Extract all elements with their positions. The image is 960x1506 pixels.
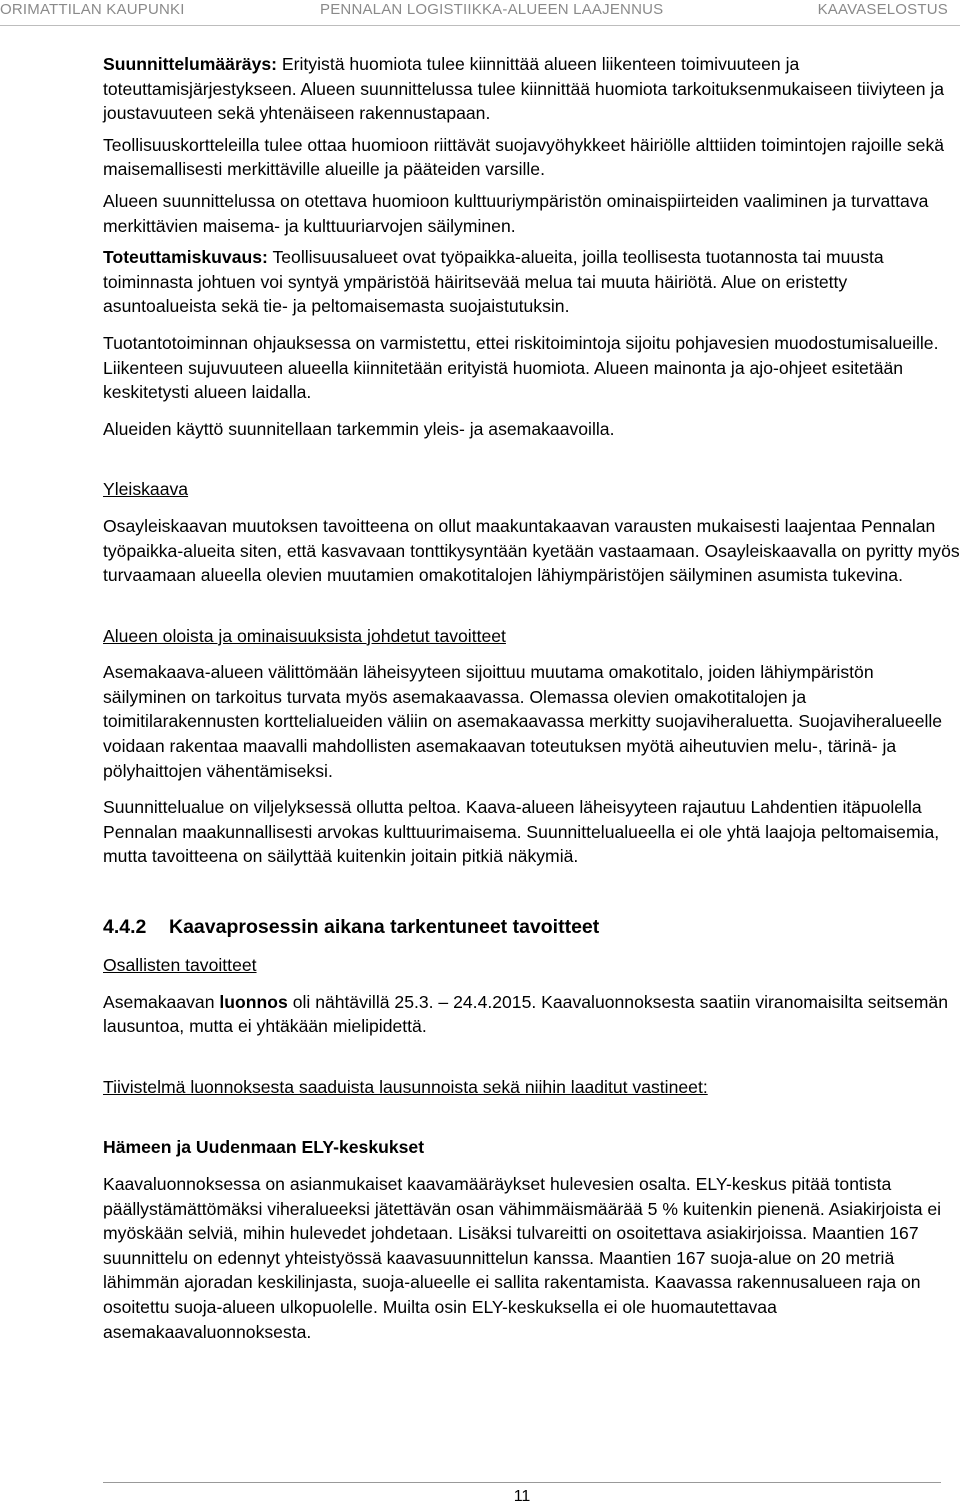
yleiskaava-heading: Yleiskaava bbox=[103, 479, 189, 500]
tuotantotoiminta-paragraph: Tuotantotoiminnan ohjauksessa on varmistettu, ettei riskitoimintoja sijoitu pohjavesien muodostumisalueille. Liikenteen sujuvuuteen alueella kiinnitetään erityistä huomiota. Alueen mainonta ja ajo-ohjeet esitetään keskitetysti alueen laidalla. bbox=[103, 332, 939, 403]
osalliset-paragraph bbox=[103, 990, 960, 1039]
toteuttamiskuvaus-paragraph bbox=[103, 245, 960, 319]
toteuttamiskuvaus-label: Toteuttamiskuvaus: bbox=[103, 247, 268, 268]
footer-divider bbox=[103, 1482, 941, 1483]
ely-paragraph: Kaavaluonnoksessa on asianmukaiset kaavamääräykset hulevesien osalta. ELY-keskus pitää tontista päällystämättömäksi viheralueeksi jätettävän osan vähimmäismäärää 5 % kuitenkin pienenä. Asiakirjoista ei myöskään selviä, mihin hulevedet johdetaan. Lisäksi tulvareitti on osoitettava asiakirjoissa. Maantien 167 suunnittelu on edennyt yhteistyössä kaavasuunnittelun kanssa. Maantien 167 suoja-alue on 20 metriä lähimmän ajoradan keskilinjasta, suoja-alueelle ei sallita rakentamista. Kaavassa rakennusalueen raja on osoitettu suoja-alueen ulkopuolelle. Muilta osin ELY-keskuksella ei ole huomautettavaa asemakaavaluonnoksesta. bbox=[103, 1174, 942, 1342]
page-number: 11 bbox=[513, 1488, 531, 1505]
suunnittelumaarays-label: Suunnittelumääräys: bbox=[103, 54, 278, 74]
ely-heading bbox=[103, 1135, 960, 1160]
yleiskaava-paragraph: Osayleiskaavan muutoksen tavoitteena on ollut maakuntakaavan varausten mukaisesti laajentaa Pennalan työpaikka-alueita siten, että kasvavaan tonttikysyntään kyetään vastaamaan. Osayleiskaavalla on pyritty myös turvaamaan alueella olevien muutamien omakotitalojen lähiympäristöjen säilyminen asumista tukevina. bbox=[103, 515, 960, 586]
osalliset-text-before: Asemakaavan bbox=[103, 991, 220, 1012]
suunnittelumaarays-paragraph bbox=[103, 52, 960, 126]
header-document-type: KAAVASELOSTUS bbox=[817, 1, 948, 18]
olot-heading: Alueen oloista ja ominaisuuksista johdetut tavoitteet bbox=[103, 625, 506, 646]
header-divider bbox=[0, 25, 960, 26]
page-body bbox=[103, 52, 960, 1344]
kulttuuriymparisto-paragraph: Alueen suunnittelussa on otettava huomioon kulttuuriympäristön ominaispiirteiden vaaliminen ja turvattava merkittävien maisema- ja kulttuuriarvojen säilyminen. bbox=[103, 190, 929, 236]
page-header bbox=[0, 0, 960, 24]
section-title: Kaavaprosessin aikana tarkentuneet tavoitteet bbox=[169, 916, 600, 939]
alueiden-kaytto-paragraph: Alueiden käyttö suunnitellaan tarkemmin yleis- ja asemakaavoilla. bbox=[103, 418, 615, 439]
section-number: 4.4.2 bbox=[103, 916, 147, 939]
tiivistelma-heading: Tiivistelmä luonnoksesta saaduista lausunnoista sekä niihin laaditut vastineet: bbox=[103, 1076, 708, 1097]
osalliset-text-after: oli nähtävillä 25.3. – 24.4.2015. Kaavaluonnoksesta saatiin viranomaisilta seitsemän lausuntoa, mutta ei yhtäkään mielipidettä. bbox=[103, 991, 948, 1037]
suojavyohykkeet-paragraph: Teollisuuskortteleilla tulee ottaa huomioon riittävät suojavyöhykkeet häiriölle alttiiden toimintojen rajoille sekä maisemallisesti merkittäville alueille ja pääteiden varsille. bbox=[103, 134, 945, 180]
olot-paragraph-2: Suunnittelualue on viljelyksessä ollutta peltoa. Kaava-alueen läheisyyteen rajautuu Lahdentien itäpuolella Pennalan maakunnallisesti arvokas kulttuurimaisema. Suunnittelualueella ei ole yhtä laajoja peltomaisemia, mutta tavoitteena on säilyttää kuitenkin joitain pitkiä näkymiä. bbox=[103, 797, 940, 867]
ely-heading-text: Hämeen ja Uudenmaan ELY-keskukset bbox=[103, 1137, 425, 1158]
suunnittelumaarays-text: Erityistä huomiota tulee kiinnittää alueen liikenteen toimivuuteen ja toteuttamisjärjestykseen. Alueen suunnittelussa tulee kiinnittää huomiota tarkoituksenmukaiseen tiiviyteen ja joustavuuteen sekä yhtenäiseen rakennustapaan. bbox=[103, 54, 945, 124]
toteuttamiskuvaus-text: Teollisuusalueet ovat työpaikka-alueita, joilla teollisesta tuotannosta tai muusta toiminnasta johtuen voi syntyä ympäristöä häiritsevää melua tai muuta häiriötä. Alue on eristetty asuntoalueista sekä tie- ja peltomaisemasta suojaistutuksin. bbox=[103, 247, 884, 317]
header-municipality: ORIMATTILAN KAUPUNKI bbox=[0, 1, 185, 18]
osalliset-heading: Osallisten tavoitteet bbox=[103, 955, 257, 976]
section-heading bbox=[103, 913, 960, 941]
header-project: PENNALAN LOGISTIIKKA-ALUEEN LAAJENNUS bbox=[320, 1, 664, 18]
osalliset-text-bold: luonnos bbox=[219, 991, 288, 1012]
olot-paragraph-1: Asemakaava-alueen välittömään läheisyyteen sijoittuu muutama omakotitalo, joiden lähiympäristön säilyminen on tarkoitus turvata myös asemakaavassa. Olemassa olevien omakotitalojen ja toimitilarakennusten korttelialueiden väliin on asemakaavassa merkitty suojaviheraluetta. Suojaviheralueelle voidaan rakentaa maavalli mahdollisten asemakaavan toteutuksen myötä aiheutuvien melu-, tärinä- ja pölyhaittojen vähentämiseksi. bbox=[103, 662, 943, 781]
